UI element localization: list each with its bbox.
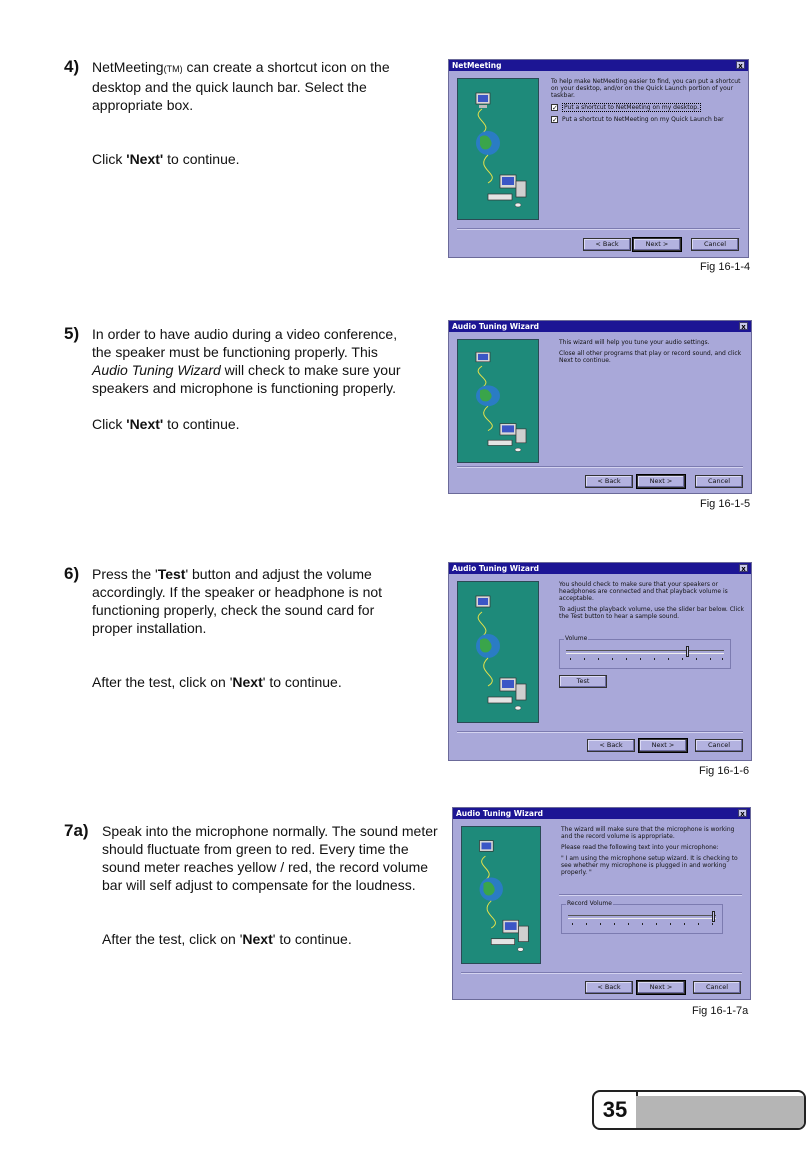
figure-caption: Fig 16-1-6 — [699, 765, 750, 777]
checkbox-checked-icon[interactable]: ✓ — [552, 104, 558, 112]
intro-text: The wizard will make sure that the microphone is working and the record volume is appropriate. — [561, 826, 735, 840]
dialog-body — [559, 581, 747, 624]
step-text: Press the 'Test' button and adjust the volume accordingly. If the speaker or headphone is not functioning properly, check the sound card for proper installation. — [92, 566, 383, 636]
audio-tuning-record-dialog — [452, 807, 751, 1000]
group-label: Volume — [565, 635, 588, 642]
slider-tick — [598, 658, 599, 660]
slider-tick — [654, 658, 655, 660]
instruction-text: To adjust the playback volume, use the slider bar below. Click the Test button to hear a sample sound. — [559, 606, 745, 620]
dialog-body — [561, 826, 741, 880]
next-button[interactable]: Next > — [637, 475, 685, 488]
slider-tick — [628, 923, 629, 925]
dialog-body — [559, 339, 745, 368]
slider-tick — [584, 658, 585, 660]
back-button[interactable]: < Back — [587, 739, 635, 752]
divider — [461, 972, 742, 974]
step-text: Speak into the microphone normally. The sound meter should fluctuate from green to red. Every time the sound meter reaches yellow / red, the record volume bar will self adjust to compensate for the loudness. — [102, 823, 438, 893]
quicklaunch-shortcut-checkbox[interactable] — [551, 116, 743, 123]
dialog-title-bar: NetMeeting x — [449, 60, 748, 71]
slider-tick — [642, 923, 643, 925]
next-button[interactable]: Next > — [633, 238, 681, 251]
close-icon[interactable]: x — [739, 322, 748, 330]
slider-tick — [696, 658, 697, 660]
dialog-body — [551, 78, 743, 123]
cancel-button[interactable]: Cancel — [695, 739, 743, 752]
slider-tick — [684, 923, 685, 925]
slider-tick — [614, 923, 615, 925]
computer-globe-illustration — [457, 339, 539, 463]
netmeeting-shortcut-dialog — [448, 59, 749, 258]
group-label: Record Volume — [567, 900, 612, 907]
step-7a — [64, 822, 444, 972]
step-text: In order to have audio during a video conference, the speaker must be functioning properly. This Audio Tuning Wizard will check to make sure your speakers and microphone is functioning properly. — [92, 326, 401, 396]
illustration-art — [458, 582, 538, 722]
checkbox-label: Put a shortcut to NetMeeting on my Quick Launch bar — [562, 116, 724, 123]
figure-caption: Fig 16-1-7a — [692, 1005, 749, 1017]
step-instruction: After the test, click on 'Next' to continue. — [102, 931, 352, 947]
slider-tick — [600, 923, 601, 925]
page-number: 35 — [594, 1092, 638, 1128]
divider — [457, 466, 743, 468]
record-slider-thumb[interactable] — [712, 911, 715, 922]
audio-tuning-intro-dialog — [448, 320, 752, 494]
slider-tick — [712, 923, 713, 925]
slider-tick — [586, 923, 587, 925]
meter-bar — [559, 894, 742, 896]
slider-tick — [640, 658, 641, 660]
desktop-shortcut-checkbox[interactable] — [551, 103, 743, 112]
slider-tick — [612, 658, 613, 660]
step-number: 4) — [64, 57, 80, 76]
slider-tick — [626, 658, 627, 660]
illustration-art — [458, 79, 538, 219]
next-button[interactable]: Next > — [639, 739, 687, 752]
step-instruction: Click 'Next' to continue. — [92, 416, 240, 432]
close-icon[interactable]: x — [739, 564, 748, 572]
close-icon[interactable]: x — [738, 809, 747, 817]
intro-text: To help make NetMeeting easier to find, you can put a shortcut on your desktop, and/or on the Quick Launch portion of your taskbar. — [551, 78, 741, 99]
slider-tick — [668, 658, 669, 660]
instruction-text: Please read the following text into your microphone: — [561, 844, 719, 851]
slider-tick — [656, 923, 657, 925]
slider-tick — [710, 658, 711, 660]
next-button[interactable]: Next > — [637, 981, 685, 994]
back-button[interactable]: < Back — [585, 475, 633, 488]
step-number: 6) — [64, 564, 80, 583]
step-text: NetMeeting(TM) can create a shortcut icon on the desktop and the quick launch bar. Select the appropriate box. — [92, 59, 390, 113]
slider-tick — [570, 658, 571, 660]
intro-text: You should check to make sure that your speakers or headphones are connected and that playback volume is acceptable. — [559, 581, 728, 602]
illustration-art — [462, 827, 540, 963]
figure-caption: Fig 16-1-5 — [700, 498, 751, 510]
page-number-tab — [592, 1090, 806, 1130]
back-button[interactable]: < Back — [583, 238, 631, 251]
computer-globe-illustration — [461, 826, 541, 964]
test-button[interactable]: Test — [559, 675, 607, 688]
record-volume-group — [561, 900, 723, 934]
computer-globe-illustration — [457, 581, 539, 723]
divider — [457, 228, 740, 230]
slider-tick — [698, 923, 699, 925]
back-button[interactable]: < Back — [585, 981, 633, 994]
checkbox-checked-icon[interactable]: ✓ — [552, 116, 558, 124]
slider-tick — [722, 658, 723, 660]
divider — [457, 731, 743, 733]
step-number: 7a) — [64, 821, 89, 840]
cancel-button[interactable]: Cancel — [695, 475, 743, 488]
step-4 — [64, 58, 409, 178]
slider-tick — [670, 923, 671, 925]
page-tab-bar — [636, 1096, 804, 1128]
record-slider-track[interactable] — [568, 915, 716, 919]
volume-slider-thumb[interactable] — [686, 646, 689, 657]
intro-text: This wizard will help you tune your audio settings. — [559, 339, 710, 346]
close-icon[interactable]: x — [736, 61, 745, 69]
audio-tuning-volume-dialog — [448, 562, 752, 761]
instruction-text: Close all other programs that play or record sound, and click Next to continue. — [559, 350, 742, 364]
step-instruction: After the test, click on 'Next' to continue. — [92, 674, 342, 690]
figure-caption: Fig 16-1-4 — [700, 261, 751, 273]
slider-tick — [682, 658, 683, 660]
cancel-button[interactable]: Cancel — [693, 981, 741, 994]
slider-tick — [572, 923, 573, 925]
volume-group — [559, 635, 731, 669]
step-number: 5) — [64, 324, 80, 343]
illustration-art — [458, 340, 538, 462]
dialog-title-bar: Audio Tuning Wizard x — [449, 321, 751, 332]
sample-sentence: " I am using the microphone setup wizard. It is checking to see whether my microphone is plugged in and working properly. " — [561, 855, 738, 876]
step-instruction: Click 'Next' to continue. — [92, 151, 240, 167]
cancel-button[interactable]: Cancel — [691, 238, 739, 251]
dialog-title-bar: Audio Tuning Wizard x — [449, 563, 751, 574]
step-5 — [64, 325, 409, 445]
step-6 — [64, 565, 409, 695]
computer-globe-illustration — [457, 78, 539, 220]
volume-slider-track[interactable] — [566, 650, 724, 654]
checkbox-label: Put a shortcut to NetMeeting on my desktop. — [564, 104, 700, 111]
dialog-title-bar: Audio Tuning Wizard x — [453, 808, 750, 819]
